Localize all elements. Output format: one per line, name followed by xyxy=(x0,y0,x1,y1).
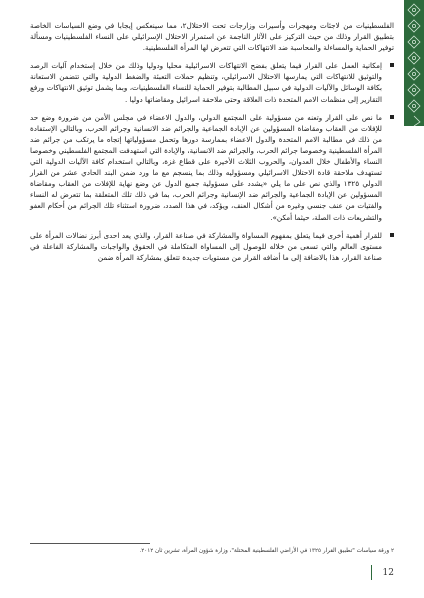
square-bullet-icon xyxy=(390,63,394,67)
footnote: ٢ ورقة سياسات "تطبيق القرار ١٣٢٥ في الأراضي الفلسطينية المحتلة"، وزارة شؤون المرأة، تشرين ثان ٢٠١٢. xyxy=(139,548,394,554)
bullet-item xyxy=(30,230,394,263)
decorative-sidebar-band xyxy=(404,0,424,126)
bullet-text: ما نص على القرار وتعنه من مسؤولية على المجتمع الدولي، والدول الاعضاء في مجلس الأمن من ضرورة وضع حد للإفلات من العقاب ومقاضاة المسؤولين عن الإبادة الجماعية والجرائم ضد الانسانية وجرائم الحرب، وبالتالي الإستفادة من ذلك في مطالبة الامم المتحدة والدول الاعضاء بممارسة دورها وتحمل مسؤولياتها إتجاه ما يرتكب من جرائم ضد المرأة الفلسطينية وخصوصا جرائم الحرب، والجرائم ضد الانسانية، والإبادة التي استهدفت المجتمع الفلسطيني وخصوصا النساء والأطفال خلال العدوان، والحروب الثلاث الأخيرة على قطاع غزة، وبالتالي استخدام كافة الآليات الدولية التي تستهدف ملاحقة قادة الاحتلال الاسرائيلي ومسؤوليه وذلك بما ينسجم مع ما ورد ضمن البند الحادي عشر من القرار الدولي ١٣٢٥ والذي نص على ما يلي «يشدد على مسؤولية جميع الدول عن وضع نهاية للإفلات من العقاب ومقاضاة المسؤولين عن الإبادة الجماعية والجرائم ضد الإنسانية وجرائم الحرب، بما في ذلك تلك المتعلقة بما تتعرض له النساء والفتيات من عنف جنسي وغيره من أشكال العنف، ويؤكد، في هذا الصدد، ضرورة استثناء تلك الجرائم من أحكام العفو والتشريعات ذات الصلة، حيثما أمكن». xyxy=(30,112,382,222)
bullet-item xyxy=(30,112,394,223)
page-number: 12 xyxy=(382,568,394,578)
bullet-text: إمكانية العمل على القرار فيما يتعلق بفضح الانتهاكات الاسرائيلية محليا ودوليا وذلك من خلال إستخدام آليات الرصد والتوثيق للانتهاكات التي يمارسها الاحتلال الاسرائيلي، وتنظيم حملات التعبئة والضغط الدولية والتي تتضمن الاستعانة بكافة الوسائل والآليات الدولية في سبيل المطالبة بتوفير الحماية للنساء الفلسطينيات، وبما يشمل توثيق الانتهاكات ورفع التقارير إلى منظمات الامم المتحدة ذات العلاقة وحتى ملاحقة اسرائيل ومقاضاتها دوليا . xyxy=(30,61,382,104)
ornament-pattern xyxy=(404,0,424,126)
square-bullet-icon xyxy=(390,115,394,119)
intro-paragraph: الفلسطينيات من لاجئات ومهجرات وأسيرات وزارجات تحت الاحتلال٢، مما سينعكس إيجابا في وضع السياسات الخاصة بتطبيق القرار وذلك من حيث التركيز على الآثار الناجمة عن استمرار الاحتلال الإسرائيلي على النساء الفلسطينيات ومسألة توفير الحماية والمساءلة والمحاسبة ضد الانتهاكات التي تتعرض لها المرأة الفلسطينية. xyxy=(30,21,394,53)
main-text xyxy=(30,20,394,270)
bullet-item xyxy=(30,60,394,104)
footnote-divider xyxy=(30,543,150,544)
square-bullet-icon xyxy=(390,233,394,237)
bullet-text: للقرار أهمية أخرى فيما يتعلق بمفهوم المساواة والمشاركة في صناعة القرار، والذي يعد احدى أبرز نضالات المرأة على مستوى العالم والتي تسعى من خلاله للوصول إلى المساواة المتكاملة في الحقوق والواجبات والمشاركة الفاعلة في صناعة القرار، هذا بالاضافة إلى ما أضافه القرار من مستويات جديدة تتعلق بمشاركة المرأة ضمن xyxy=(30,230,382,262)
page-number-divider xyxy=(371,565,372,580)
